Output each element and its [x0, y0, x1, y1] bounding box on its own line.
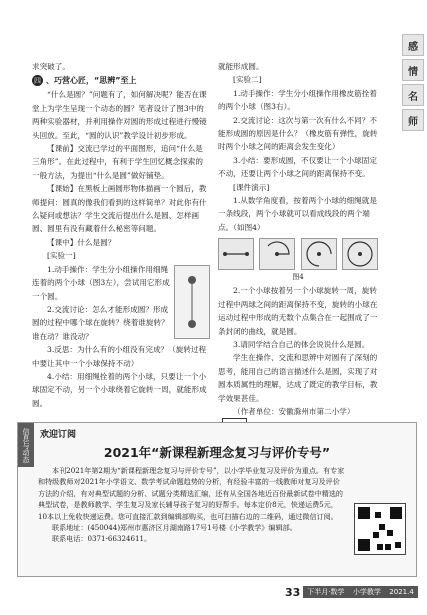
figure-4-step-4 [342, 238, 378, 270]
ad-phone: 联系电话：0371-66324611。 [52, 534, 152, 544]
right-paragraph-4: 3.小结：要形成圆，不仅要让一个小球固定不动，还要让两个小球之间的距离保持不变。 [218, 155, 377, 179]
ad-description: 本刊2021年第2期为“新课程新理念复习与评价专号”，以小学毕业复习及评价为重点。有专家和特级教师对2021年小学语文、数学考试命题趋势的分析，有经验丰富的一线教师对复习及评价方法的介绍，有对典型试题的分析、试题分类精选汇编，还有从全国各地近百份最新试卷中精选的典型试卷，是教师教学、学生复习及家长辅导孩子复习的好帮手。每本定价8元，快递运费5元，10本以上免收快递运费。您可直接汇款到编辑部购买，也可扫描右边的二维码，通过微信订阅。 [38, 466, 345, 521]
footer-issue: 2021.4 [389, 588, 414, 596]
footer-brand: 小学教学 [352, 588, 381, 596]
qr-code-icon[interactable] [354, 503, 406, 555]
ad-address: 联系地址：(450044)郑州市惠济区月湖南路17号1号楼《小学教学》编辑部。 [52, 523, 297, 533]
figure-3-image [174, 265, 210, 339]
right-paragraph-3: 2.交流讨论：这次与第一次有什么不同？不能形成圆的原因是什么？（橡皮筋有弹性，旋转时两个小球之间的距离会发生变化） [218, 115, 378, 152]
left-paragraph-8: 3.反思：为什么有的小组没有完成？（旋转过程中要让其中一个小球保持不动） [32, 345, 207, 368]
side-tab-4: 师 [402, 109, 424, 131]
footer-section: 下半月·数学 [307, 588, 345, 596]
left-paragraph-5: [实验一] [47, 251, 76, 261]
right-paragraph-2: 1.动手操作：学生分小组操作用橡皮筋拴着的两个小球（图3右）。 [218, 88, 377, 112]
left-paragraph-1: “什么是圆？”问题有了，如何解决呢？能否在课堂上为学生呈现一个动态的圆？笔者设计了图3中的两种实验器材，并利用操作对圆的形成过程进行慢镜头回放。至此，“圆的认识”教学设计初步形成。 [32, 90, 207, 140]
side-tab-3: 名 [402, 84, 424, 106]
right-paragraph-9: 学生在操作、交流和思辨中对圆有了深刻的思考，能用自己的语言描述什么是圆，实现了对圆本质属性的理解，达成了既定的教学目标，教学效果甚佳。 [218, 353, 378, 403]
right-paragraph-8: 3.请同学结合自己的体会说说什么是圆。 [233, 339, 370, 349]
ball-top [188, 276, 196, 284]
ball-bottom [188, 320, 196, 328]
section-heading [32, 75, 210, 86]
right-paragraph-5: [课件演示] [233, 182, 270, 192]
figure-4-step-3 [301, 238, 337, 270]
left-column [32, 60, 210, 410]
left-paragraph-9: 4.小结：用细绳拴着的两个小球，只要让一个小球固定不动，另一个小球绕着它旋转一周，就能形成圆。 [32, 371, 207, 408]
page-footer [0, 580, 427, 602]
side-tab-2: 情 [402, 59, 424, 81]
footer-strip [303, 586, 418, 598]
page-number: 33 [285, 586, 301, 599]
ad-heading: 欢迎订阅 [40, 430, 77, 440]
left-paragraph-0: 求突破了。 [32, 62, 70, 71]
section-number: 四 [34, 76, 41, 85]
right-paragraph-0: 就能形成圆。 [218, 62, 264, 71]
subscription-ad-box [17, 422, 417, 577]
right-paragraph-7: 2.一个小球按着另一个小球旋转一周，旋转过程中两球之间的距离保持不变，旋转的小球在运动过程中形成的无数个点集合在一起围成了一条封闭的曲线，就是圆。 [218, 286, 378, 336]
right-paragraph-6: 1.从数学角度看，按着两个小球的细绳就是一条线段，两个小球就可以看成线段的两个端点。（如图4） [218, 196, 377, 232]
string-ball-figure [175, 266, 209, 338]
side-tab-1: 感 [402, 34, 424, 56]
left-paragraph-6: 1.动手操作：学生分小组操作用细绳连着的两个小球（图3左），尝试用它形成一个圆。 [32, 264, 170, 301]
section-title: 、巧营心匠，“思辨”至上 [46, 76, 137, 86]
ad-section-tab: 信息与动态 [18, 423, 34, 467]
left-paragraph-7: 2.交流讨论：怎么才能形成圆？形成圆的过程中哪个球在旋转？绕着谁旋转？谁在动？谁没动？ [32, 304, 169, 341]
author-affiliation: （作者单位：安徽滁州市第二小学） [233, 406, 355, 416]
figure-4-image [218, 238, 378, 270]
right-column [218, 60, 378, 434]
ad-title: 2021年“新课程新理念复习与评价专号” [103, 445, 331, 460]
right-paragraph-1: [实验二] [233, 75, 262, 85]
side-category-tabs [402, 34, 424, 134]
figure-4-step-2 [259, 238, 295, 270]
left-paragraph-3: 【课始】在黑板上画圆形物体描画一个圆后，教师提问：圆真的像我们看到的这样简单？对此你有什么疑问或想法？学生交流后提出什么是圆、怎样画圆、圆里有没有藏着什么秘密等问题。 [32, 184, 207, 234]
left-paragraph-2: 【课前】交流已学过的平面图形，追问“什么是三角形”。在此过程中，有利于学生回忆概念探索的一般方法，为提出“什么是圆”做好铺垫。 [32, 144, 203, 180]
figure-4-step-1 [218, 238, 254, 270]
ad-body [38, 465, 346, 545]
left-paragraph-4: 【课中】什么是圆？ [47, 237, 116, 247]
figure-4-caption: 图4 [292, 273, 304, 282]
